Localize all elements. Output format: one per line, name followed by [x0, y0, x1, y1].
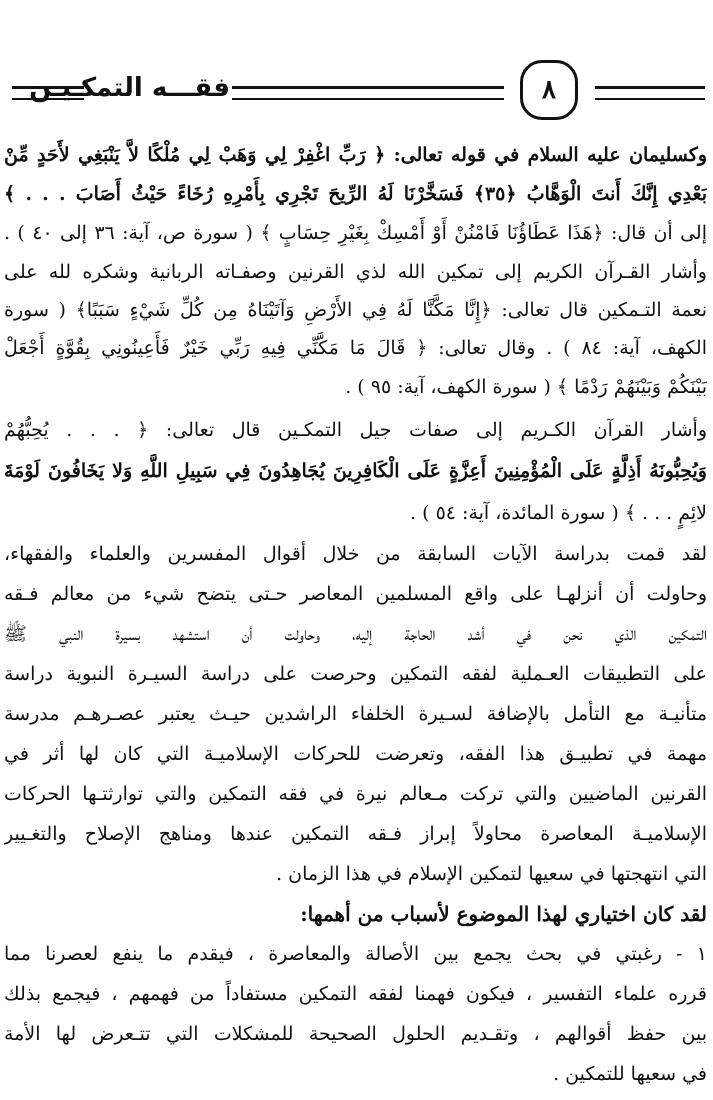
text-line-6: الكهف، آية: ٨٤ ) . وقال تعالى: ﴿ قَالَ مَا مَكَّنِّي فِيهِ رَبِّي خَيْرٌ فَأَعِينُونِي بِقُوَّةٍ أَجْعَلْ [4, 337, 707, 359]
text-line-12: وحاولت أن أنزلهـا على واقع المسلمين المعاصر حـتى يتضح شيء من معالم فـقه [4, 583, 707, 605]
text-line-22: قرره علماء التفسير ، فيكون فهمنا لفقه التمكين مستفاداً من فهمهم ، فيجمع بذلك [4, 983, 707, 1005]
text-line-9: وَيُحِبُّونَهُ أَذِلَّةٍ عَلَى الْمُؤْمِنِينَ أَعِزَّةٍ عَلَى الْكَافِرِينَ يُجَاهِدُونَ فِي سَبِيلِ اللَّهِ وَلا يَخَافُونَ لَوْمَةَ [4, 460, 707, 482]
header-rule-right [595, 86, 705, 100]
running-title: فقـــه التمكـيـن [29, 73, 230, 103]
text-line-24: في سعيها للتمكين . [553, 1063, 707, 1085]
text-line-7: بَيْنَكُمْ وَبَيْنَهُمْ رَدْمًا ﴾ ( سورة الكهف، آية: ٩٥ ) . [345, 376, 707, 398]
text-line-17: القرنين الماضيين والتي تركت مـعالم نيرة في فقه التمكين والتي توارثتـها الحركات [4, 783, 707, 805]
text-line-14: على التطبيقات العـملية لفقه التمكين وحرصت على دراسة السيـرة النبوية دراسة [4, 663, 707, 685]
text-line-10: لائِمٍ . . . ﴾ ( سورة المائدة، آية: ٥٤ ) . [410, 502, 707, 524]
text-line-3: إلى أن قال: ﴿هَذَا عَطَاؤُنَا فَامْنُنْ أَوْ أَمْسِكْ بِغَيْرِ حِسَابٍ ﴾ ( سورة ص، آية: ٣٦ إلى ٤٠ ) . [4, 222, 707, 244]
section-heading: لقد كان اختياري لهذا الموضوع لأسباب من أهمها: [300, 902, 707, 926]
text-line-21: ١ - رغبتي في بحث يجمع بين الأصالة والمعاصرة ، فيقدم ما ينفع لعصرنا مما [4, 943, 707, 965]
text-line-23: بين حفظ أقوالهم ، وتقـديم الحلول الصحيحة للمشكلات التي تتـعرض لها الأمة [4, 1023, 707, 1045]
text-line-4: وأشار القـرآن الكريم إلى تمكين الله لذي القرنين وصفـاته الربانية وشكره لله على [4, 261, 707, 283]
header-rule-middle [232, 86, 504, 100]
page-number: ٨ [542, 75, 556, 105]
text-line-11: لقد قمت بدراسة الآيات السابقة من خلال أقوال المفسرين والعلماء والفقهاء، [4, 543, 707, 565]
text-line-16: مهمة في تطبيـق هذا الفقه، وتعرضت للحركات الإسلاميـة التي كان لها أثر في [4, 743, 707, 765]
text-line-15: متأنيـة مع التأمل بالإضافة لسـيرة الخلفاء الراشدين حيـث يعتبر عصـرهـم مدرسة [4, 703, 707, 725]
page-header [0, 58, 713, 122]
text-line-1: وكسليمان عليه السلام في قوله تعالى: ﴿ رَبِّ اغْفِرْ لِي وَهَبْ لِي مُلْكًا لاَّ يَنْبَغِي لأَحَدٍ مِّنْ [4, 144, 707, 166]
text-line-8: وأشار القرآن الكـريم إلى صفات جيل التمكـين قال تعالى: ﴿ . . . يُحِبُّهُمْ [4, 419, 707, 441]
text-line-13: التمكين الذي نحن في أشد الحاجة إليه، وحاولت أن استشهد بسيرة النبي ﷺ [4, 623, 707, 645]
text-line-5: نعمة التـمكين قال تعالى: ﴿إِنَّا مَكَّنَّا لَهُ فِي الأَرْضِ وَآتَيْنَاهُ مِن كُلِّ شَيْءٍ سَبَبًا﴾ ( سورة [4, 299, 707, 321]
page-number-badge [520, 60, 578, 120]
text-line-2: بَعْدِي إِنَّكَ أَنتَ الْوَهَّابُ ﴿٣٥﴾ فَسَخَّرْنَا لَهُ الرِّيحَ تَجْرِي بِأَمْرِهِ رُخَاءً حَيْثُ أَصَابَ . . . ﴾ [4, 183, 707, 205]
text-line-19: التي انتهجتها في سعيها لتمكين الإسلام في هذا الزمان . [276, 863, 707, 885]
text-line-18: الإسلاميـة المعاصرة محاولاً إبراز فـقه التمكين عندها ومناهج الإصلاح والتغـيير [4, 823, 707, 845]
